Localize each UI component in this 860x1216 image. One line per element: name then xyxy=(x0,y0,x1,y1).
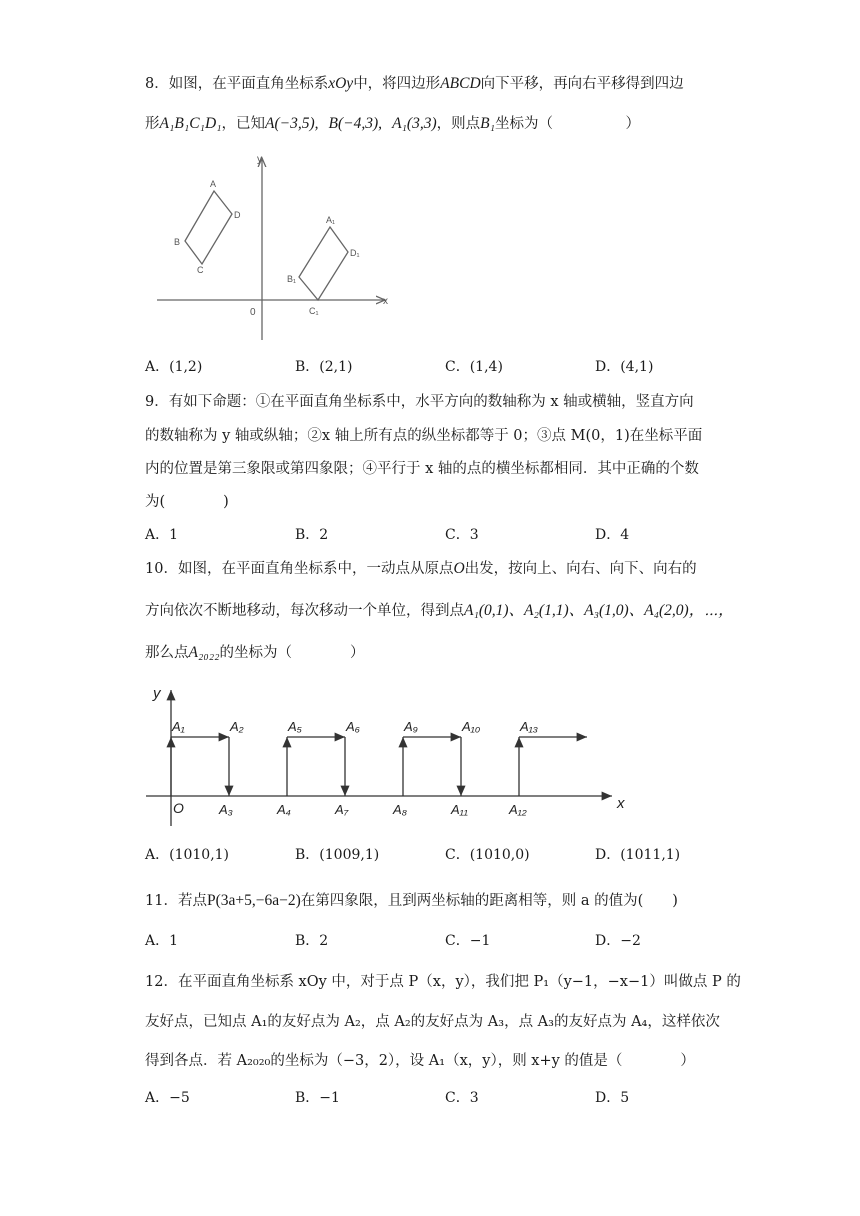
q10-label-group xyxy=(171,719,538,817)
q8-option-a[interactable]: A．(1,2) xyxy=(145,359,203,375)
q8-label-o: 0 xyxy=(250,307,256,318)
q10-point-label: A₄ xyxy=(277,802,291,817)
q9-line-2: 的数轴称为 y 轴或纵轴；②x 轴上所有点的纵坐标都等于 0；③点 M(0，1)在坐标平面 xyxy=(145,428,703,444)
q11-option-c[interactable]: C．−1 xyxy=(445,933,491,949)
q8-quad-a1b1c1d1 xyxy=(299,227,348,300)
q8-line-1 xyxy=(145,72,684,93)
q10-option-a[interactable]: A．(1010,1) xyxy=(145,847,230,863)
q10-line-3 xyxy=(145,641,365,662)
q12-line-3: 得到各点．若 A₂₀₂₀的坐标为（−3，2），设 A₁（x，y），则 x+y 的值是（ ） xyxy=(145,1053,695,1069)
q8-point-a: A(−3,5), xyxy=(265,115,319,132)
q10-text: 10．如图，在平面直角坐标系中，一动点从原点 xyxy=(145,561,454,577)
q10-point-label: A₁₀ xyxy=(462,719,481,734)
q10-option-b[interactable]: B．(1009,1) xyxy=(295,847,380,863)
q10-point-label: A₅ xyxy=(288,719,302,734)
q8-label-b1: B₁ xyxy=(287,274,297,284)
q11-line xyxy=(145,889,678,910)
q12-option-c[interactable]: C．3 xyxy=(445,1090,479,1106)
q8-point-b: B(−4,3), xyxy=(328,115,383,132)
q8-text: ，已知 xyxy=(221,116,266,132)
q10-math: A₂₀₂₂ xyxy=(188,644,220,661)
q11-text: 在第四象限，且到两坐标轴的距离相等，则 a 的值为( ) xyxy=(300,893,678,909)
q10-point-label: A₈ xyxy=(393,802,408,817)
q8-math: xOy xyxy=(328,75,354,92)
q8-line-2 xyxy=(145,112,640,133)
q12-option-d[interactable]: D．5 xyxy=(595,1090,630,1106)
q10-text: 方向依次不断地移动，每次移动一个单位，得到点 xyxy=(145,603,464,619)
q8-label-a1: A₁ xyxy=(326,215,336,225)
q10-label-o: O xyxy=(173,800,184,816)
q10-math: A₁(0,1)、A₂(1,1)、A₃(1,0)、A₄(2,0)，⋯， xyxy=(464,602,734,619)
q11-math: P(3a+5,−6a−2) xyxy=(206,892,301,909)
q8-text: 8．如图，在平面直角坐标系 xyxy=(145,76,329,92)
q9-option-d[interactable]: D．4 xyxy=(595,527,630,543)
q8-text: 形 xyxy=(145,116,160,132)
q12-option-b[interactable]: B．−1 xyxy=(295,1090,340,1106)
q11-option-b[interactable]: B．2 xyxy=(295,933,329,949)
q8-label-c1: C₁ xyxy=(309,306,319,316)
q9-line-1: 9．有如下命题：①在平面直角坐标系中，水平方向的数轴称为 x 轴或横轴，竖直方向 xyxy=(145,394,694,410)
q10-point-label: A₁₁ xyxy=(451,802,468,817)
q8-text: 向下平移，再向右平移得到四边 xyxy=(480,76,684,92)
q8-label-d1: D₁ xyxy=(350,248,360,258)
q8-text: 中，将四边形 xyxy=(353,76,441,92)
q10-point-label: A₉ xyxy=(404,719,418,734)
q10-option-c[interactable]: C．(1010,0) xyxy=(445,847,530,863)
q10-line-1 xyxy=(145,557,697,578)
q8-option-b[interactable]: B．(2,1) xyxy=(295,359,353,375)
q9-option-b[interactable]: B．2 xyxy=(295,527,329,543)
q10-point-label: A₂ xyxy=(230,719,244,734)
q10-point-label: A₆ xyxy=(346,719,360,734)
q10-label-y: y xyxy=(153,685,161,702)
q10-point-label: A₁ xyxy=(172,719,185,734)
q8-label-b: B xyxy=(174,237,181,247)
q11-text: 11．若点 xyxy=(145,893,207,909)
q10-text: 的坐标为（ ） xyxy=(219,645,365,661)
q8-math: A₁B₁C₁D₁ xyxy=(159,115,222,132)
q8-math: B₁ xyxy=(480,115,495,132)
q9-option-a[interactable]: A．1 xyxy=(145,527,179,543)
q8-math: ABCD xyxy=(440,75,481,92)
q8-label-c: C xyxy=(197,265,204,275)
q8-label-x: x xyxy=(383,296,388,307)
q11-option-a[interactable]: A．1 xyxy=(145,933,179,949)
q10-point-label: A₇ xyxy=(335,802,349,817)
q8-quad-abcd xyxy=(185,191,232,264)
q8-label-y: y xyxy=(257,154,262,165)
q10-point-label: A₁₂ xyxy=(509,802,527,817)
q10-label-x: x xyxy=(617,795,625,812)
q8-option-d[interactable]: D．(4,1) xyxy=(595,359,654,375)
q10-math: O xyxy=(453,560,465,577)
q9-line-3: 内的位置是第三象限或第四象限；④平行于 x 轴的点的横坐标都相同．其中正确的个数 xyxy=(145,461,699,477)
q11-option-d[interactable]: D．−2 xyxy=(595,933,641,949)
q10-text: 那么点 xyxy=(145,645,189,661)
q12-option-a[interactable]: A．−5 xyxy=(145,1090,190,1106)
q10-text: 出发，按向上、向右、向下、向右的 xyxy=(464,561,697,577)
q8-label-d: D xyxy=(234,210,241,220)
q10-option-d[interactable]: D．(1011,1) xyxy=(595,847,681,863)
q12-line-2: 友好点，已知点 A₁的友好点为 A₂，点 A₂的友好点为 A₃，点 A₃的友好点为 A₄，这样依次 xyxy=(145,1014,720,1030)
q10-path-group xyxy=(171,737,587,796)
q9-option-c[interactable]: C．3 xyxy=(445,527,479,543)
q10-point-label: A₁₃ xyxy=(520,719,538,734)
q12-line-1: 12．在平面直角坐标系 xOy 中，对于点 P（x，y），我们把 P₁（y−1，−x−1）叫做点 P 的 xyxy=(145,974,741,990)
q10-line-2 xyxy=(145,598,734,620)
q8-point-a1: A₁(3,3) xyxy=(392,115,437,132)
q8-text: 坐标为（ ） xyxy=(494,116,640,132)
q8-text: ，则点 xyxy=(436,116,481,132)
q9-line-4: 为( ) xyxy=(145,494,229,510)
q8-option-c[interactable]: C．(1,4) xyxy=(445,359,503,375)
q10-point-label: A₃ xyxy=(219,802,233,817)
q8-label-a: A xyxy=(210,179,217,189)
